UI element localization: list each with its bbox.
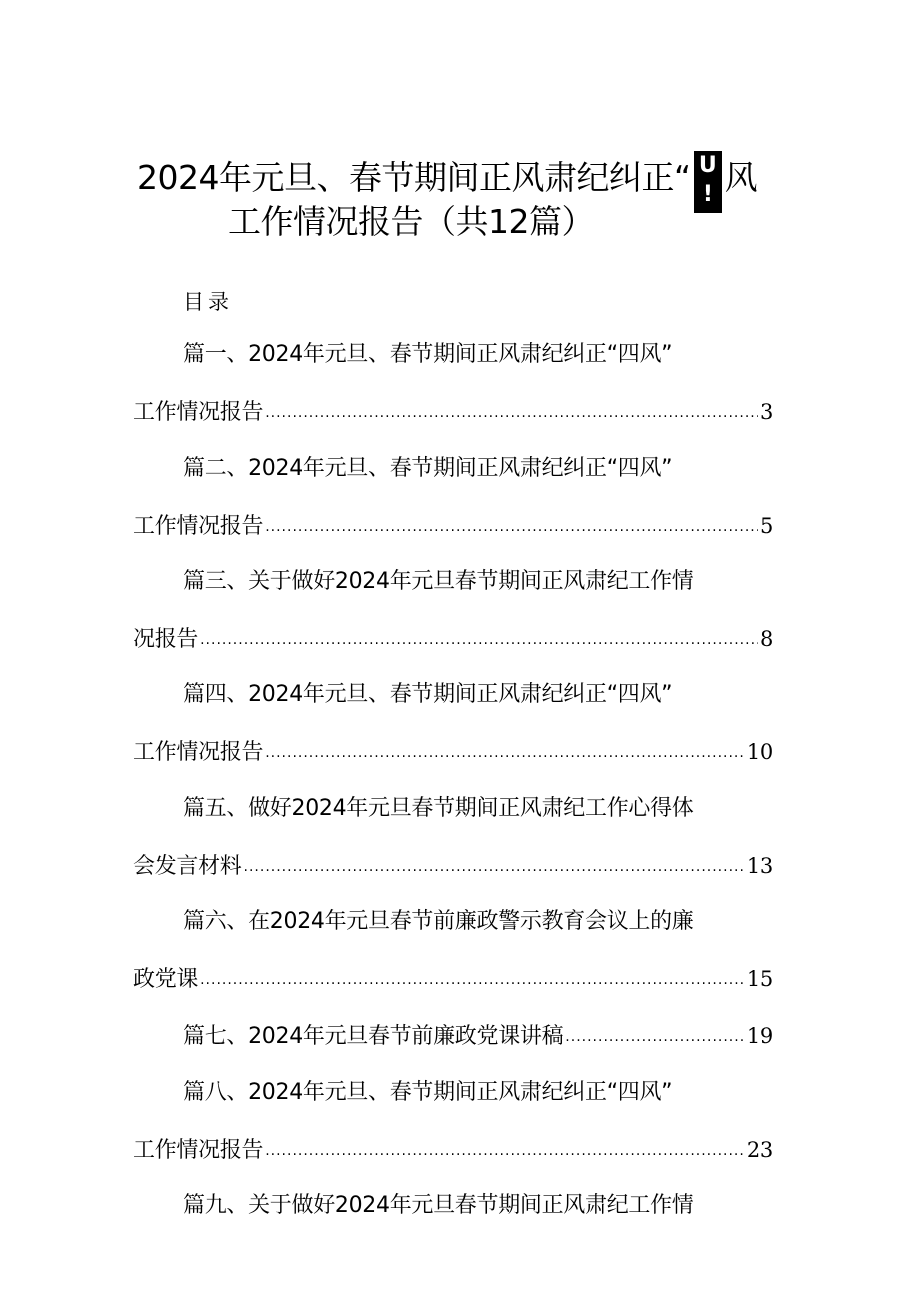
toc-dot-leader [265,1136,745,1166]
toc-entry-6-title[interactable]: 篇六、在2024年元旦春节前廉政警示教育会议上的廉 [183,909,694,934]
title-text-part-a: 2024年元旦、春节期间正风肃纪纠正“ [137,158,691,197]
redaction-mark-top: U [698,153,717,178]
toc-entry-1-text: 工作情况报告 [133,400,264,425]
redaction-mark-bottom: ! [702,182,713,207]
toc-entry-3-page: 8 [759,627,773,651]
toc-dot-leader [244,852,745,882]
toc-entry-2-continuation[interactable] [133,511,773,544]
toc-entry-3-text: 况报告 [133,627,199,652]
toc-entry-8-page: 23 [746,1138,773,1162]
toc-entry-2-page: 5 [759,514,773,538]
toc-entry-7-page: 19 [746,1024,773,1048]
toc-entry-9-title[interactable]: 篇九、关于做好2024年元旦春节期间正风肃纪工作情 [183,1193,694,1218]
toc-dot-leader [265,512,758,542]
toc-dot-leader [200,965,745,995]
toc-entry-4-text: 工作情况报告 [133,740,264,765]
toc-entry-1-continuation[interactable] [133,397,773,430]
toc-entry-4-title[interactable]: 篇四、2024年元旦、春节期间正风肃纪纠正“四风” [183,682,673,707]
document-title-line-1 [137,147,777,209]
toc-entry-6-text: 政党课 [133,967,199,992]
toc-entry-5-title[interactable]: 篇五、做好2024年元旦春节期间正风肃纪工作心得体 [183,796,694,821]
toc-dot-leader [200,625,758,655]
document-title-line-2: 工作情况报告（共12篇） [228,202,594,241]
toc-entry-6-continuation[interactable] [133,964,773,997]
redaction-mark-icon [694,151,722,213]
toc-dot-leader [265,398,758,428]
toc-entry-8-title[interactable]: 篇八、2024年元旦、春节期间正风肃纪纠正“四风” [183,1080,673,1105]
toc-entry-3-title[interactable]: 篇三、关于做好2024年元旦春节期间正风肃纪工作情 [183,569,694,594]
toc-entry-8-continuation[interactable] [133,1135,773,1168]
toc-entry-8-text: 工作情况报告 [133,1138,264,1163]
title-text-part-b: 风 [724,158,758,197]
toc-entry-1-title[interactable]: 篇一、2024年元旦、春节期间正风肃纪纠正“四风” [183,342,673,367]
toc-heading: 目录 [183,290,233,314]
toc-entry-2-title[interactable]: 篇二、2024年元旦、春节期间正风肃纪纠正“四风” [183,456,673,481]
toc-entry-6-page: 15 [746,967,773,991]
toc-entry-5-continuation[interactable] [133,851,773,884]
toc-entry-5-text: 会发言材料 [133,854,242,879]
toc-entry-3-continuation[interactable] [133,624,773,657]
toc-entry-2-text: 工作情况报告 [133,514,264,539]
toc-dot-leader [565,1022,745,1052]
toc-entry-7[interactable] [183,1021,773,1054]
toc-entry-4-page: 10 [746,740,773,764]
toc-entry-7-text: 篇七、2024年元旦春节前廉政党课讲稿 [183,1024,564,1049]
toc-dot-leader [265,738,745,768]
toc-entry-4-continuation[interactable] [133,737,773,770]
toc-entry-5-page: 13 [746,854,773,878]
toc-entry-1-page: 3 [759,400,773,424]
